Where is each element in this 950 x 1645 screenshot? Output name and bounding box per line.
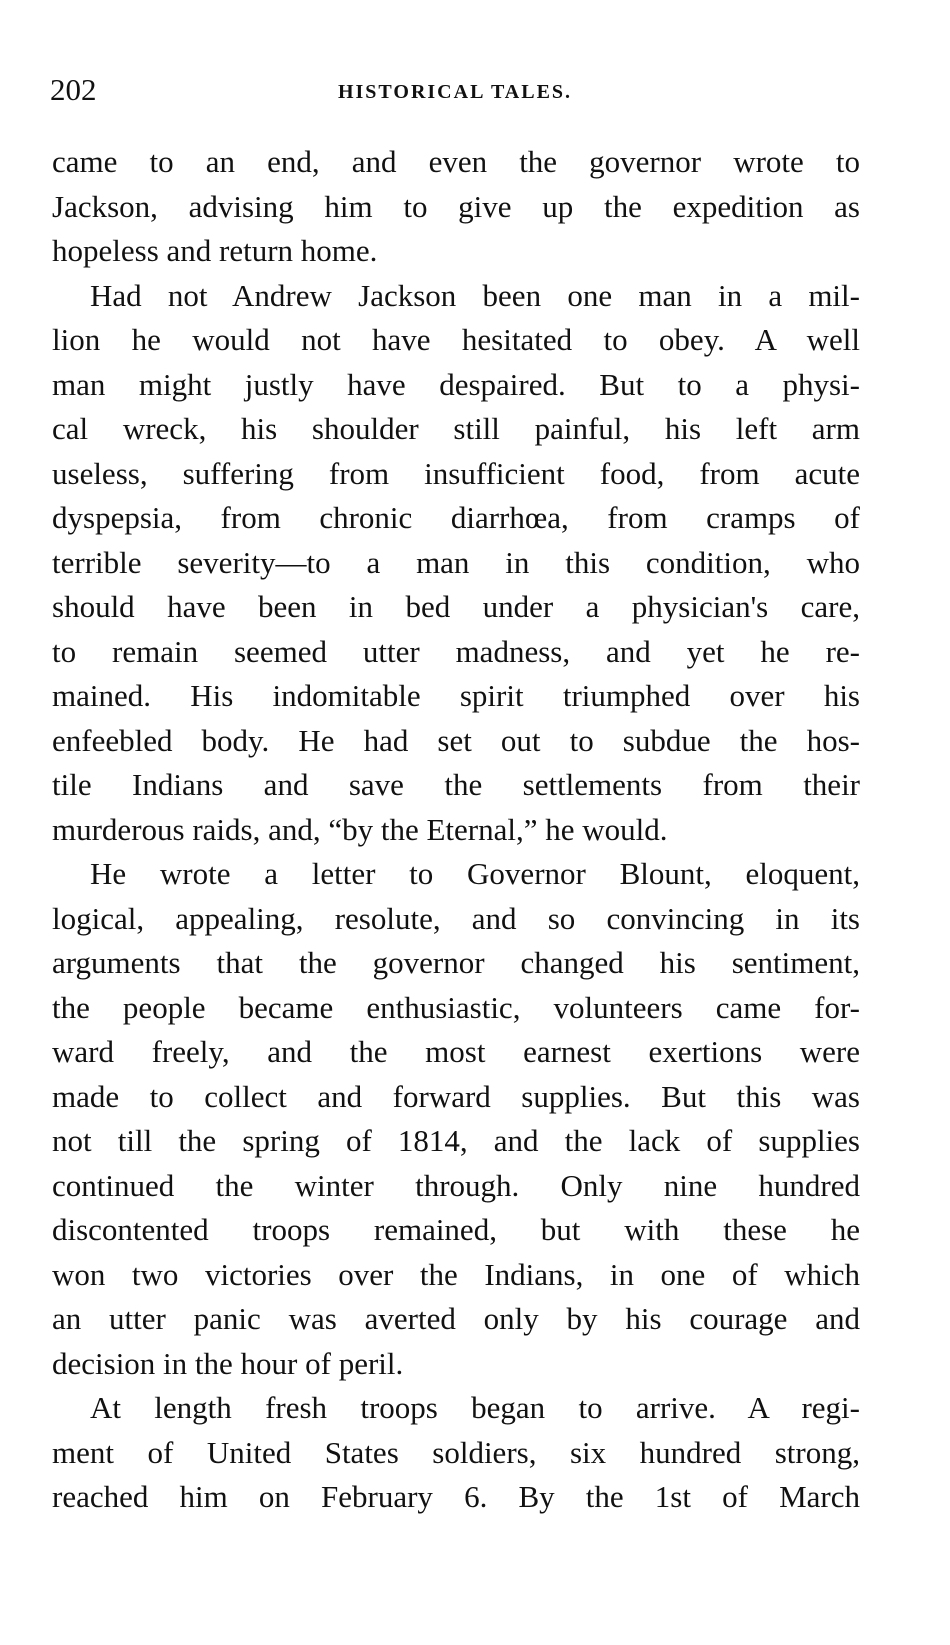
page-header [50,70,860,110]
text-line: logical, appealing, resolute, and so convincing in its [52,900,860,936]
text-line: cal wreck, his shoulder still painful, his left arm [52,411,860,446]
text-line: decision in the hour of peril. [52,1345,404,1381]
text-line: useless, suffering from insufficient food, from acute [52,455,860,491]
text-line: should have been in bed under a physician's care, [52,589,860,624]
text-line: Jackson, advising him to give up the expedition as [52,188,860,224]
text-line: arguments that the governor changed his sentiment, [52,945,860,980]
text-line: man might justly have despaired. But to a physi- [52,366,860,402]
body-text [52,140,860,1520]
text-line: not till the spring of 1814, and the lack of supplies [52,1123,860,1158]
text-line: terrible severity—to a man in this condition, who [52,544,860,580]
text-line: At length fresh troops began to arrive. A regi- [90,1390,860,1425]
text-line: enfeebled body. He had set out to subdue the hos- [52,722,860,758]
page-number: 202 [50,72,97,107]
text-line: continued the winter through. Only nine hundred [52,1167,860,1203]
text-line: won two victories over the Indians, in one of which [52,1256,860,1292]
text-line: made to collect and forward supplies. But this was [52,1078,860,1114]
text-line: dyspepsia, from chronic diarrhœa, from cramps of [52,500,860,535]
text-line: reached him on February 6. By the 1st of March [52,1479,860,1514]
text-line: an utter panic was averted only by his courage and [52,1301,860,1336]
text-line: lion he would not have hesitated to obey. A well [52,322,860,357]
text-line: the people became enthusiastic, volunteers came for- [52,989,860,1025]
text-line: tile Indians and save the settlements from their [52,767,860,802]
text-line: hopeless and return home. [52,233,378,268]
text-line: to remain seemed utter madness, and yet he re- [52,633,860,669]
text-line: He wrote a letter to Governor Blount, eloquent, [90,856,860,891]
text-line: ward freely, and the most earnest exertions were [52,1034,860,1069]
text-line: ment of United States soldiers, six hundred strong, [52,1434,860,1470]
text-line: discontented troops remained, but with these he [52,1212,860,1247]
text-line: mained. His indomitable spirit triumphed over his [52,678,860,713]
text-line: came to an end, and even the governor wrote to [52,144,860,179]
text-line: Had not Andrew Jackson been one man in a mil- [90,277,860,313]
running-head: HISTORICAL TALES. [337,81,573,103]
text-line: murderous raids, and, “by the Eternal,” he would. [52,811,668,847]
